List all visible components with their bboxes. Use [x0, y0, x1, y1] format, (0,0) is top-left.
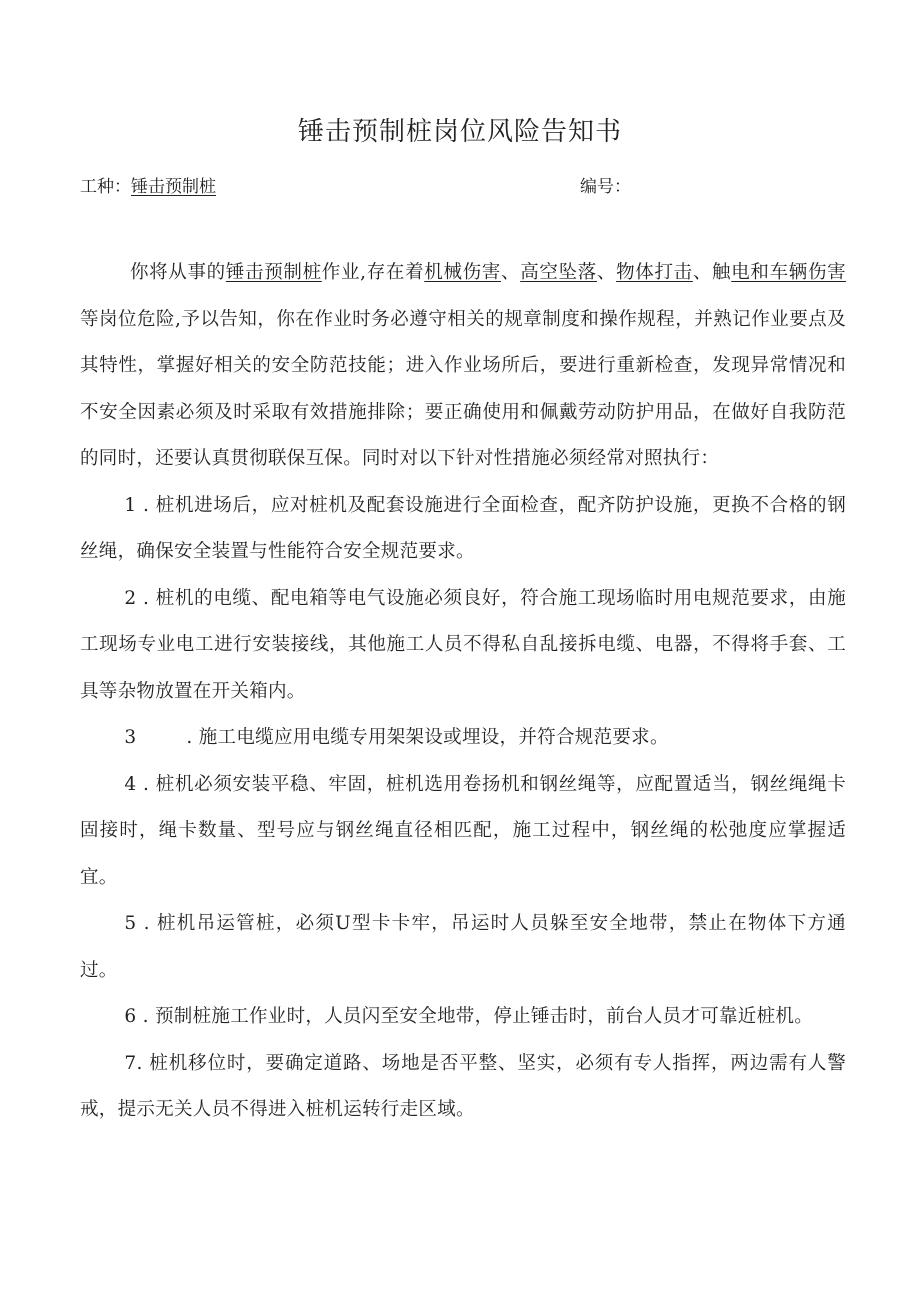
- document-title: 锤击预制桩岗位风险告知书: [297, 117, 622, 147]
- worktype-label: 工种：: [80, 177, 131, 197]
- list-item-4: 4 . 桩机必须安装平稳、牢固，桩机选用卷扬机和钢丝绳等，应配置适当，钢丝绳绳卡固接时，绳卡数量、型号应与钢丝绳直径相匹配，施工过程中，钢丝绳的松弛度应掌握适宜。: [80, 773, 846, 888]
- list-item-5: 5 . 桩机吊运管桩，必须U型卡卡牢，吊运时人员躲至安全地带，禁止在物体下方通过。: [80, 913, 846, 981]
- list-item-7: 7. 桩机移位时，要确定道路、场地是否平整、坚实，必须有专人指挥，两边需有人警戒，提示无关人员不得进入桩机运转行走区域。: [80, 1052, 846, 1120]
- list-item-3: [80, 715, 846, 762]
- list-item-3-number: 3: [124, 727, 137, 748]
- intro-text-1: 你将从事的: [129, 262, 226, 283]
- intro-text-6: 等岗位危险,予以告知，你在作业时务必遵守相关的规章制度和操作规程，并熟记作业要点及其特性，掌握好相关的安全防范技能；进入作业场所后，要进行重新检查，发现异常情况和不安全因素必须及时采取有效措施排除；要正确使用和佩戴劳动防护用品，在做好自我防范的同时，还要认真贯彻联保互保。同时对以下针对性措施必须经常对照执行：: [80, 308, 846, 469]
- intro-underline-5: 电和车辆伤害: [731, 262, 846, 283]
- document-body: [80, 250, 846, 1134]
- document-meta: [80, 172, 860, 202]
- intro-underline-1: 锤击预制桩: [225, 262, 322, 283]
- number-label: 编号：: [580, 177, 631, 197]
- intro-text-2: 作业,存在着: [321, 262, 425, 283]
- list-item-1: 1 . 桩机进场后，应对桩机及配套设施进行全面检查，配齐防护设施，更换不合格的钢丝绳，确保安全装置与性能符合安全规范要求。: [80, 494, 846, 562]
- intro-underline-2: 机械伤害: [424, 262, 501, 283]
- intro-text-5: 、触: [692, 262, 732, 283]
- worktype-value: 锤击预制桩: [131, 177, 216, 197]
- list-item-3-text: . 施工电缆应用电缆专用架架设或埋设，并符合规范要求。: [186, 727, 669, 748]
- worktype-field: [80, 172, 216, 202]
- list-item-2: 2 . 桩机的电缆、配电箱等电气设施必须良好，符合施工现场临时用电规范要求，由施工现场专业电工进行安装接线，其他施工人员不得私自乱接拆电缆、电器，不得将手套、工具等杂物放置在开关箱内。: [80, 587, 846, 702]
- intro-underline-4: 物体打击: [616, 262, 693, 283]
- intro-text-3: 、: [501, 262, 521, 283]
- intro-text-4: 、: [596, 262, 617, 283]
- list-item-6: 6 . 预制桩施工作业时，人员闪至安全地带，停止锤击时，前台人员才可靠近桩机。: [124, 1006, 814, 1027]
- intro-paragraph: [80, 250, 846, 483]
- intro-underline-3: 高空坠落: [520, 262, 597, 283]
